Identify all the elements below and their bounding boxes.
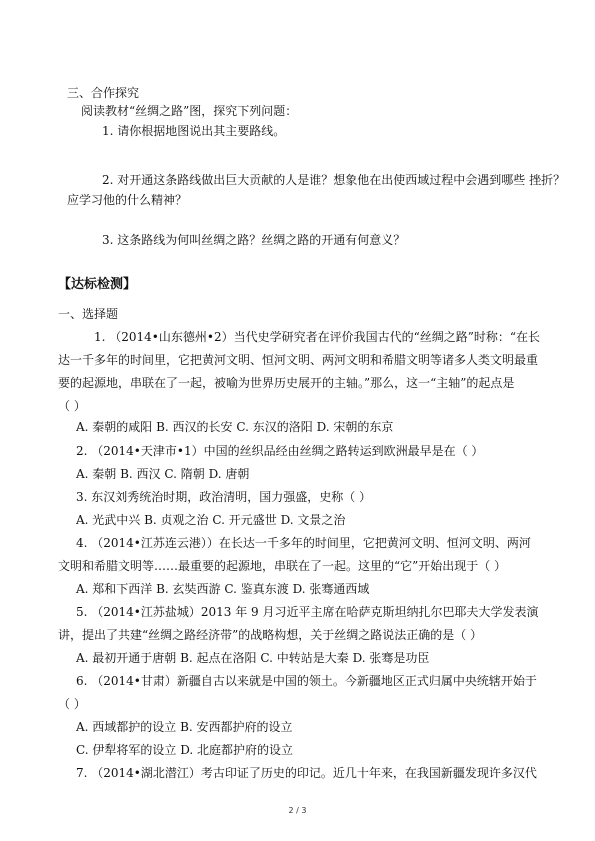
section-title-cooperative-inquiry: 三、合作探究 bbox=[67, 86, 140, 100]
question-7-line-1: 7. （2014•湖北潜江）考古印证了历史的印记。近几十年来，在我国新疆发现许多汉代 bbox=[76, 766, 537, 780]
question-2-options: A. 秦朝 B. 西汉 C. 隋朝 D. 唐朝 bbox=[76, 467, 250, 481]
question-5-options: A. 最初开通于唐朝 B. 起点在洛阳 C. 中转站是大秦 D. 张骞是功臣 bbox=[76, 651, 430, 665]
section-intro: 阅读教材“丝绸之路”图，探究下列问题： bbox=[81, 104, 298, 118]
question-3-options: A. 光武中兴 B. 贞观之治 C. 开元盛世 D. 文景之治 bbox=[76, 513, 346, 527]
question-4-options: A. 郑和下西洋 B. 玄奘西游 C. 鉴真东渡 D. 张骞通西域 bbox=[76, 582, 370, 596]
inquiry-question-1: 1. 请你根据地图说出其主要路线。 bbox=[102, 124, 286, 138]
question-2-line-1: 2. （2014•天津市•1）中国的丝织品经由丝绸之路转运到欧洲最早是在（ ） bbox=[76, 444, 484, 458]
inquiry-question-2-line-2: 应学习他的什么精神？ bbox=[67, 193, 188, 207]
question-3-line-1: 3. 东汉刘秀统治时期，政治清明，国力强盛，史称（ ） bbox=[76, 490, 372, 504]
question-6-options-cd: C. 伊犁将军的设立 D. 北庭都护府的设立 bbox=[76, 743, 294, 757]
question-4-line-1: 4. （2014•江苏连云港））在长达一千多年的时间里，它把黄河文明、恒河文明、两河 bbox=[76, 536, 531, 550]
question-6-line-2: （ ） bbox=[58, 697, 86, 711]
question-5-line-2: 讲，提出了共建“丝绸之路经济带”的战略构想，关于丝绸之路说法正确的是（ ） bbox=[58, 628, 483, 642]
question-1-line-3: 要的起源地，串联在了一起，被喻为世界历史展开的主轴。”那么，这一“主轴”的起点是 bbox=[58, 376, 515, 390]
page-number: 2 / 3 bbox=[288, 806, 307, 815]
inquiry-question-2-line-1: 2. 对开通这条路线做出巨大贡献的人是谁？想象他在出使西域过程中会遇到哪些 挫折？ bbox=[102, 173, 566, 187]
question-4-line-2: 文明和希腊文明等……最重要的起源地，串联在了一起。这里的“它”开始出现于（ ） bbox=[58, 559, 507, 573]
test-section-title: 【达标检测】 bbox=[58, 277, 137, 292]
question-5-line-1: 5. （2014•江苏盐城）2013 年 9 月习近平主席在哈萨克斯坦纳扎尔巴耶夫大学发表演 bbox=[76, 605, 539, 619]
multiple-choice-title: 一、选择题 bbox=[58, 307, 119, 321]
question-1-line-2: 达一千多年的时间里，它把黄河文明、恒河文明、两河文明和希腊文明等诸多人类文明最重 bbox=[58, 353, 539, 367]
inquiry-question-3: 3. 这条路线为何叫丝绸之路？丝绸之路的开通有何意义？ bbox=[102, 233, 406, 247]
question-1-options: A. 秦朝的咸阳 B. 西汉的长安 C. 东汉的洛阳 D. 宋朝的东京 bbox=[76, 420, 394, 434]
question-1-line-1: 1. （2014•山东德州•2）当代史学研究者在评价我国古代的“丝绸之路”时称：“在长 bbox=[94, 330, 541, 344]
question-6-line-1: 6. （2014•甘肃）新疆自古以来就是中国的领土。今新疆地区正式归属中央统辖开始于 bbox=[76, 674, 537, 688]
question-6-options-ab: A. 西域都护的设立 B. 安西都护府的设立 bbox=[76, 720, 293, 734]
question-1-line-4: （ ） bbox=[58, 399, 86, 413]
